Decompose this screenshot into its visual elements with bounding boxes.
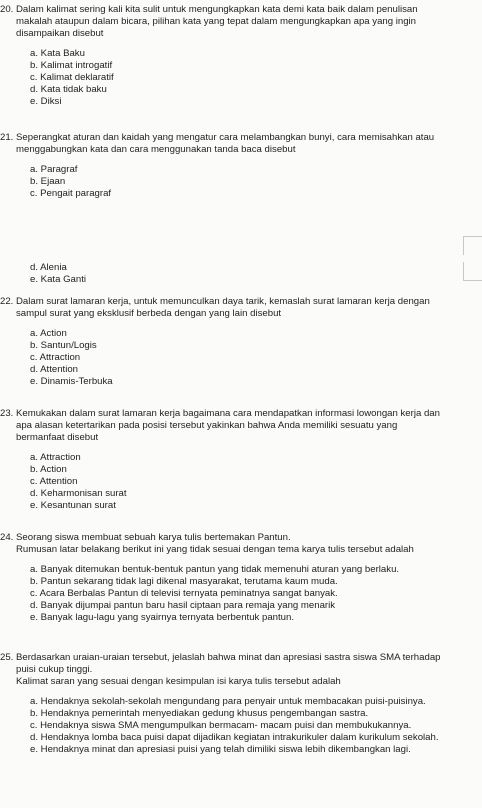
question-number: 25.: [0, 652, 14, 663]
question-text: Seperangkat aturan dan kaidah yang mengatur cara melambangkan bunyi, cara memisahkan atau menggabungkan kata dan cara menggunakan tanda baca disebut: [16, 132, 435, 155]
question-21-continued: [0, 262, 470, 286]
answer-options: [30, 452, 470, 512]
answer-option[interactable]: a. Paragraf: [30, 164, 78, 175]
answer-option[interactable]: d. Kata tidak baku: [30, 84, 107, 95]
answer-option[interactable]: b. Ejaan: [30, 176, 66, 187]
answer-option[interactable]: d. Hendaknya lomba baca puisi dapat dijadikan kegiatan intrakurikuler dalam kurikulum sekolah.: [30, 732, 439, 743]
answer-option[interactable]: c. Pengait paragraf: [30, 188, 112, 199]
answer-option[interactable]: e. Diksi: [30, 96, 62, 107]
answer-option[interactable]: c. Attention: [30, 476, 78, 487]
question-number: 24.: [0, 532, 14, 543]
answer-option[interactable]: b. Kalimat introgatif: [30, 60, 113, 71]
answer-options: [30, 48, 470, 108]
question-20: [0, 4, 470, 108]
question-text: Dalam surat lamaran kerja, untuk memunculkan daya tarik, kemaslah surat lamaran kerja dengan sampul surat yang eksklusif berbeda dengan yang lain disebut: [16, 296, 430, 319]
question-text: Seorang siswa membuat sebuah karya tulis bertemakan Pantun. Rumusan latar belakang berikut ini yang tidak sesuai dengan tema karya tulis tersebut adalah: [16, 532, 414, 555]
answer-option[interactable]: e. Kata Ganti: [30, 274, 86, 285]
question-number: 23.: [0, 408, 14, 419]
question-number: 20.: [0, 4, 14, 15]
answer-options: [30, 696, 470, 756]
question-25: [0, 652, 470, 756]
answer-option[interactable]: d. Banyak dijumpai pantun baru hasil ciptaan para remaja yang menarik: [30, 600, 336, 611]
answer-option[interactable]: c. Hendaknya siswa SMA mengumpulkan bermacam- macam puisi dan membukukannya.: [30, 720, 412, 731]
question-22: [0, 296, 470, 388]
question-23: [0, 408, 470, 512]
answer-option[interactable]: b. Santun/Logis: [30, 340, 97, 351]
answer-option[interactable]: c. Kalimat deklaratif: [30, 72, 114, 83]
question-24: [0, 532, 470, 624]
answer-option[interactable]: e. Banyak lagu-lagu yang syairnya ternyata berbentuk pantun.: [30, 612, 295, 623]
answer-option[interactable]: e. Dinamis-Terbuka: [30, 376, 113, 387]
answer-option[interactable]: c. Acara Berbalas Pantun di televisi ternyata peminatnya sangat banyak.: [30, 588, 338, 599]
answer-options: [30, 328, 470, 388]
answer-option[interactable]: e. Kesantunan surat: [30, 500, 116, 511]
answer-option[interactable]: b. Hendaknya pemerintah menyediakan gedung khusus pengembangan sastra.: [30, 708, 369, 719]
answer-option[interactable]: d. Attention: [30, 364, 79, 375]
question-text: Berdasarkan uraian-uraian tersebut, jelaslah bahwa minat dan apresiasi sastra siswa SMA terhadap puisi cukup tinggi. Kalimat saran yang sesuai dengan kesimpulan isi karya tulis tersebut adalah: [16, 652, 441, 687]
answer-option[interactable]: b. Pantun sekarang tidak lagi dikenal masyarakat, terutama kaum muda.: [30, 576, 338, 587]
answer-option[interactable]: a. Action: [30, 328, 67, 339]
question-21: [0, 132, 470, 200]
answer-options: [30, 564, 470, 624]
question-text: Dalam kalimat sering kali kita sulit untuk mengungkapkan kata demi kata baik dalam penulisan makalah ataupun dalam bicara, pilihan kata yang tepat dalam mengungkapkan apa yang ingin disampaikan disebut: [16, 4, 418, 39]
answer-option[interactable]: d. Keharmonisan surat: [30, 488, 127, 499]
answer-option[interactable]: e. Hendaknya minat dan apresiasi puisi yang telah dimiliki siswa lebih dikembangkan lagi.: [30, 744, 411, 755]
question-number: 22.: [0, 296, 14, 307]
question-number: 21.: [0, 132, 14, 143]
answer-option[interactable]: a. Hendaknya sekolah-sekolah mengundang para penyair untuk membacakan puisi-puisinya.: [30, 696, 426, 707]
answer-option[interactable]: d. Alenia: [30, 262, 67, 273]
question-text: Kemukakan dalam surat lamaran kerja bagaimana cara mendapatkan informasi lowongan kerja dan apa alasan ketertarikan pada posisi tersebut yakinkan bahwa Anda memiliki sesuatu yang bermanfaat disebut: [16, 408, 440, 443]
answer-option[interactable]: a. Attraction: [30, 452, 81, 463]
answer-option[interactable]: c. Attraction: [30, 352, 81, 363]
page-crop-mark: [463, 236, 482, 255]
answer-option[interactable]: a. Kata Baku: [30, 48, 85, 59]
answer-options: [30, 164, 470, 200]
answer-option[interactable]: a. Banyak ditemukan bentuk-bentuk pantun yang tidak memenuhi aturan yang berlaku.: [30, 564, 400, 575]
answer-option[interactable]: b. Action: [30, 464, 67, 475]
answer-options: [30, 262, 470, 286]
